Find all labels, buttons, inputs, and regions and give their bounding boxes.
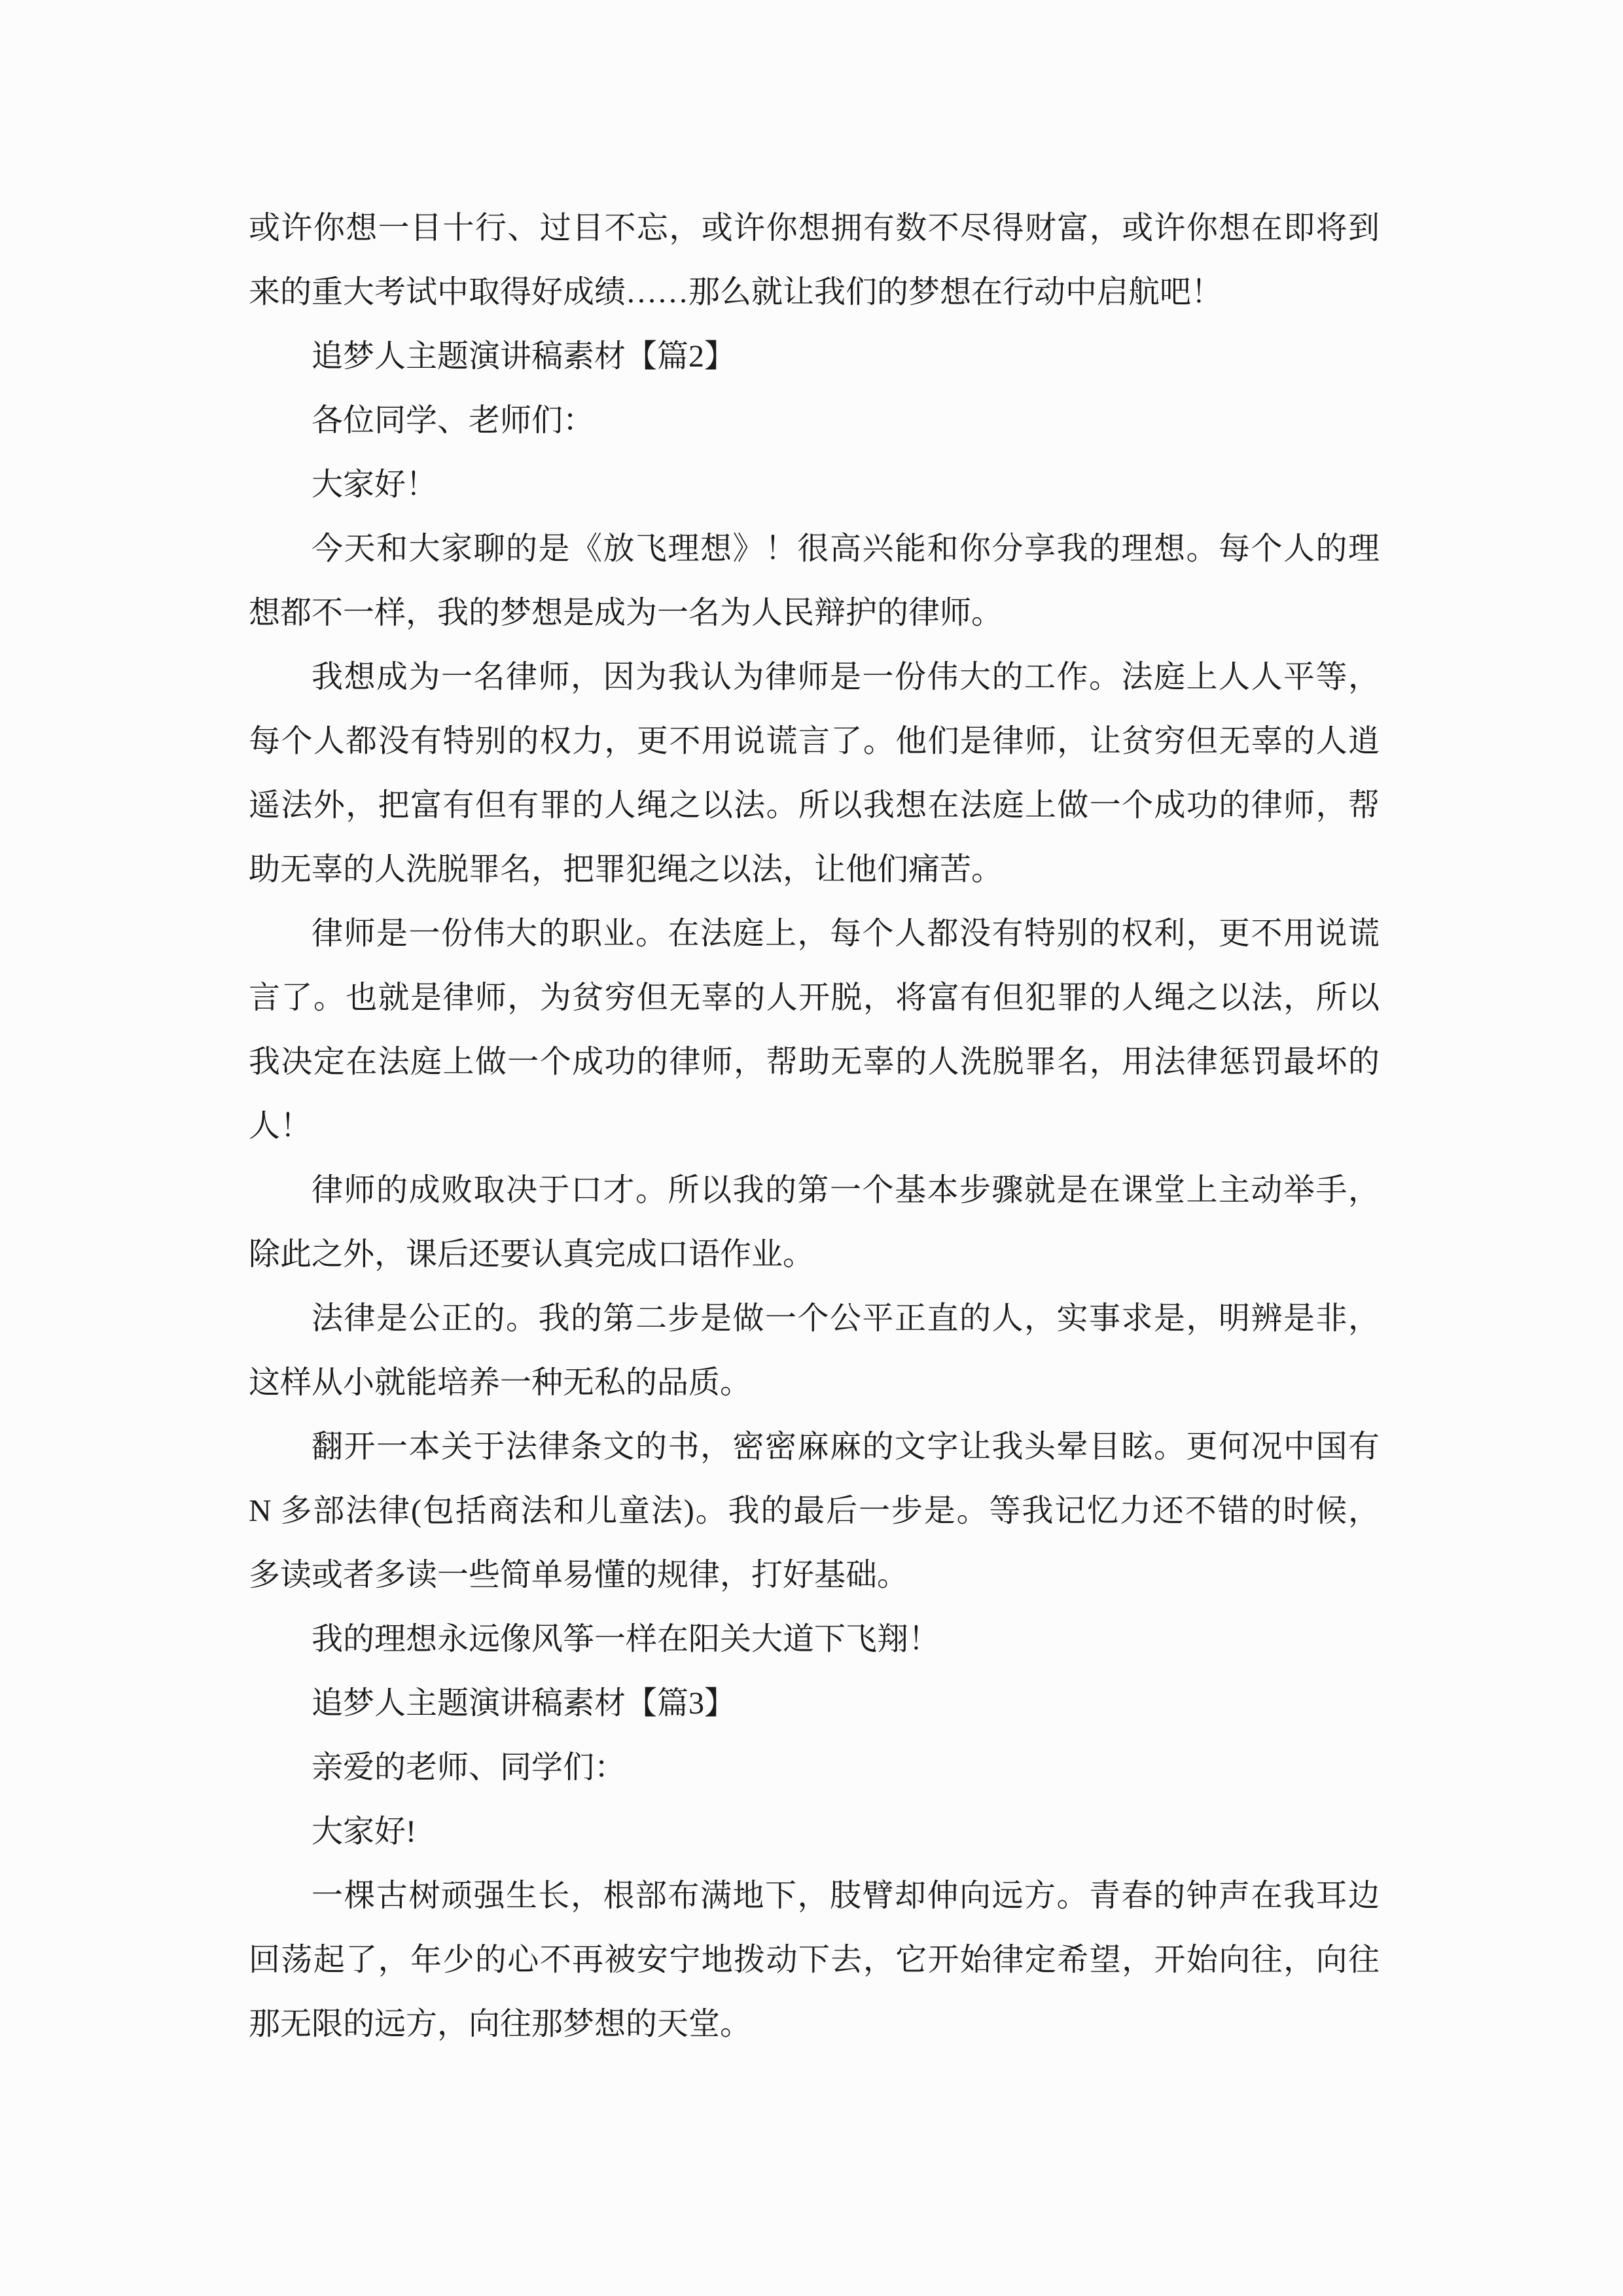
text-line: 那无限的远方，向往那梦想的天堂。 (249, 2007, 752, 2041)
text-line: 多读或者多读一些简单易懂的规律，打好基础。 (249, 1558, 909, 1592)
text-line: 我的理想永远像风筝一样在阳关大道下飞翔！ (312, 1622, 940, 1657)
text-line: 追梦人主题演讲稿素材【篇3】 (312, 1686, 736, 1721)
paragraph (249, 389, 1380, 453)
text-line: 我想成为一名律师，因为我认为律师是一份伟大的工作。法庭上人人平等， (312, 660, 1380, 694)
text-line: 大家好！ (312, 467, 438, 502)
paragraph (249, 517, 1380, 645)
text-line: 遥法外，把富有但有罪的人绳之以法。所以我想在法庭上做一个成功的律师，帮 (249, 788, 1380, 823)
paragraph (249, 1415, 1380, 1607)
text-line: 各位同学、老师们： (312, 403, 595, 438)
text-line: 言了。也就是律师，为贫穷但无辜的人开脱，将富有但犯罪的人绳之以法，所以 (249, 980, 1380, 1015)
paragraph (249, 453, 1380, 517)
paragraph (249, 1158, 1380, 1287)
paragraph (249, 902, 1380, 1158)
paragraph (249, 196, 1380, 325)
text-line: 除此之外，课后还要认真完成口语作业。 (249, 1237, 815, 1272)
text-line: 追梦人主题演讲稿素材【篇2】 (312, 339, 736, 374)
text-line: 今天和大家聊的是《放飞理想》！很高兴能和你分享我的理想。每个人的理 (312, 531, 1380, 566)
text-line: 人！ (249, 1109, 312, 1143)
text-line: 法律是公正的。我的第二步是做一个公平正直的人，实事求是，明辨是非， (312, 1301, 1380, 1336)
paragraph (249, 1607, 1380, 1672)
paragraph (249, 1736, 1380, 1800)
paragraph (249, 1800, 1380, 1864)
paragraph (249, 645, 1380, 902)
text-line: 想都不一样，我的梦想是成为一名为人民辩护的律师。 (249, 596, 1003, 630)
text-line: 助无辜的人洗脱罪名，把罪犯绳之以法，让他们痛苦。 (249, 852, 1003, 887)
paragraph (249, 1287, 1380, 1415)
text-line: N 多部法律(包括商法和儿童法)。我的最后一步是。等我记忆力还不错的时候， (249, 1494, 1380, 1528)
text-line: 律师是一份伟大的职业。在法庭上，每个人都没有特别的权利，更不用说谎 (312, 916, 1380, 951)
text-line: 律师的成败取决于口才。所以我的第一个基本步骤就是在课堂上主动举手， (312, 1173, 1380, 1208)
text-line: 我决定在法庭上做一个成功的律师，帮助无辜的人洗脱罪名，用法律惩罚最坏的 (249, 1045, 1380, 1079)
text-line: 亲爱的老师、同学们： (312, 1750, 626, 1785)
paragraph (249, 1672, 1380, 1736)
text-line: 回荡起了，年少的心不再被安宁地拨动下去，它开始律定希望，开始向往，向往 (249, 1943, 1380, 1977)
text-line: 翻开一本关于法律条文的书，密密麻麻的文字让我头晕目眩。更何况中国有 (312, 1429, 1380, 1464)
text-line: 或许你想一目十行、过目不忘，或许你想拥有数不尽得财富，或许你想在即将到 (249, 211, 1380, 245)
text-line: 这样从小就能培养一种无私的品质。 (249, 1365, 752, 1400)
paragraph (249, 1864, 1380, 2056)
text-line: 大家好! (312, 1814, 416, 1849)
paragraph (249, 325, 1380, 389)
text-line: 每个人都没有特别的权力，更不用说谎言了。他们是律师，让贫穷但无辜的人逍 (249, 724, 1380, 759)
text-line: 一棵古树顽强生长，根部布满地下，肢臂却伸向远方。青春的钟声在我耳边 (312, 1878, 1380, 1913)
text-line: 来的重大考试中取得好成绩……那么就让我们的梦想在行动中启航吧！ (249, 275, 1223, 310)
document-body (249, 196, 1380, 2056)
